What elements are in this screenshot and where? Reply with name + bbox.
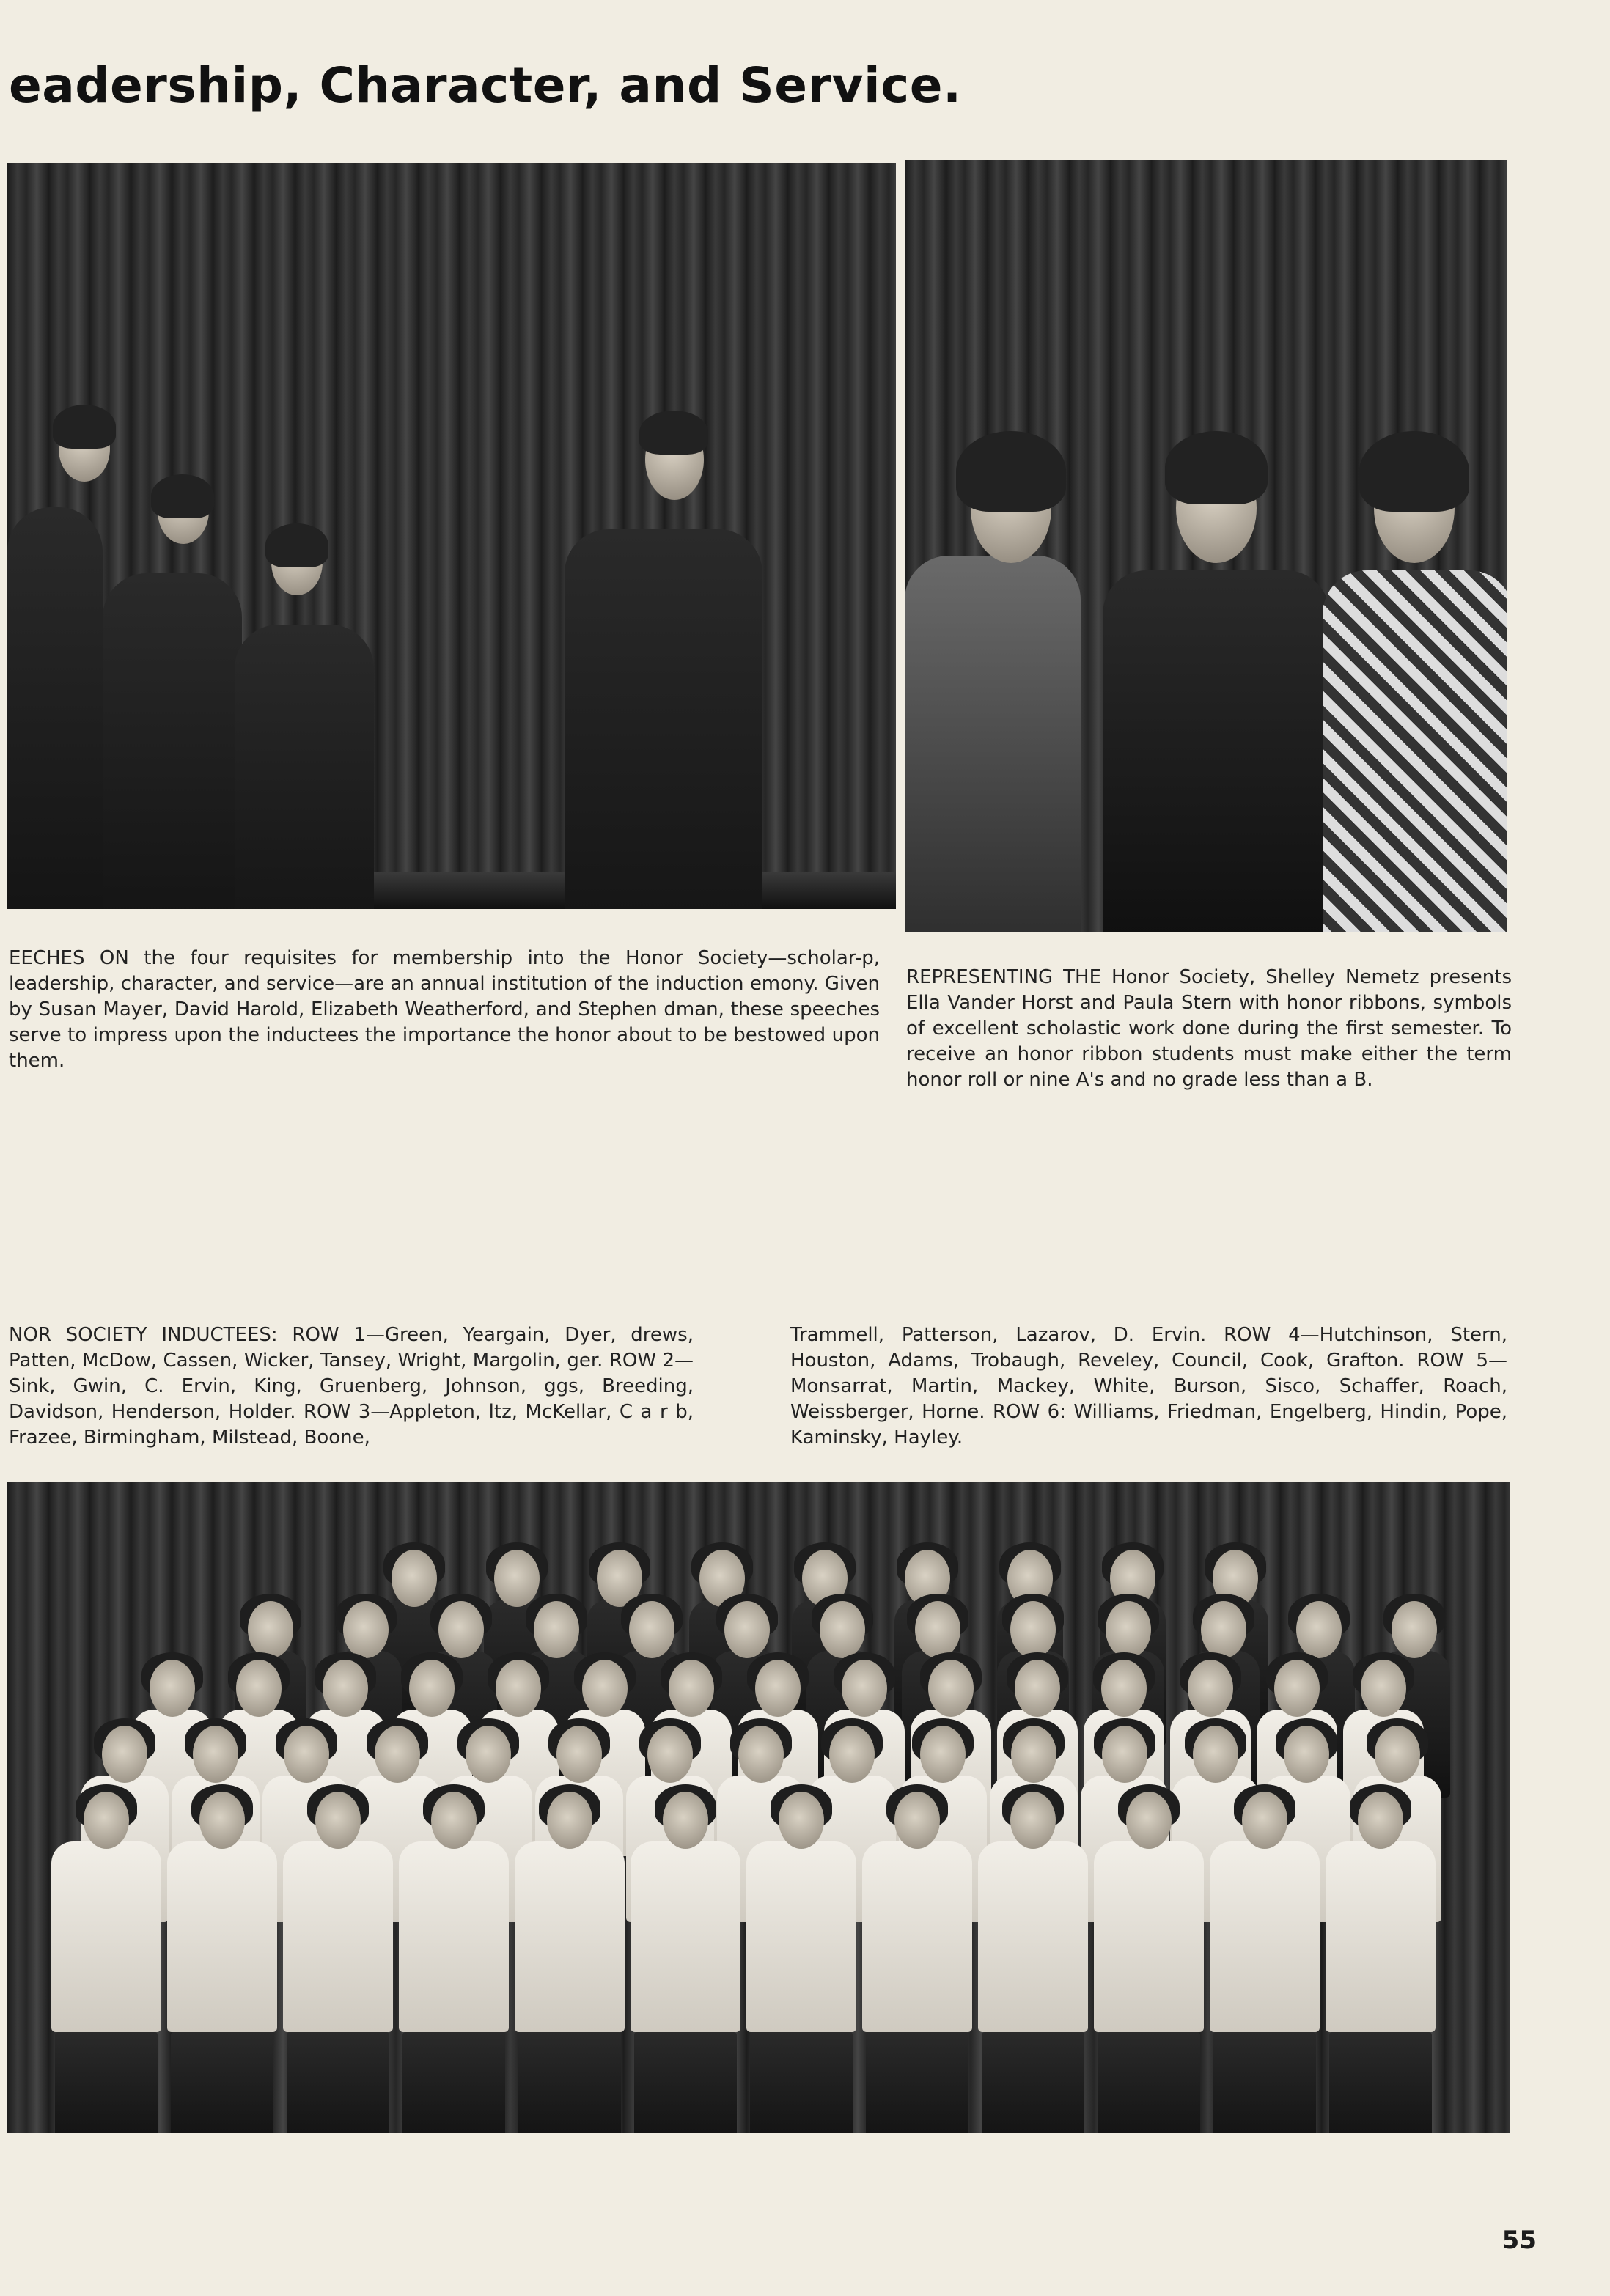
group-person — [290, 1790, 386, 2133]
group-person — [638, 1790, 733, 2133]
group-person — [406, 1790, 501, 2133]
group-person — [1333, 1790, 1428, 2133]
caption-honor-ribbons: REPRESENTING THE Honor Society, Shelley Nemetz presents Ella Vander Horst and Paula Stern with honor ribbons, symbols of excellent scholastic work done during the first semester. To receive an honor ribbon students must make either the term honor roll or nine A's and no grade less than a B. — [906, 966, 1512, 1091]
group-person — [985, 1790, 1081, 2133]
page-number: 55 — [1501, 2226, 1537, 2255]
group-person — [1217, 1790, 1312, 2133]
caption-inductees-right: Trammell, Patterson, Lazarov, D. Ervin. ROW 4—Hutchinson, Stern, Houston, Adams, Trobaugh, Reveley, Council, Cook, Grafton. ROW 5—Monsarrat, Martin, Mackey, White, Burson, Sisco, Schaffer, Roach, Weissberger, Horne. ROW 6: Williams, Friedman, Engelberg, Hindin, Pope, Kaminsky, Hayley. — [790, 1324, 1507, 1449]
photo-stage-speakers — [7, 163, 896, 909]
group-person — [174, 1790, 270, 2133]
group-person — [870, 1790, 965, 2133]
group-person — [754, 1790, 849, 2133]
group-person — [59, 1790, 154, 2133]
caption-inductees-left: NOR SOCIETY INDUCTEES: ROW 1—Green, Yeargain, Dyer, drews, Patten, McDow, Cassen, Wicker, Tansey, Wright, Margolin, ger. ROW 2—Sink, Gwin, C. Ervin, King, Gruenberg, Johnson, ggs, Breeding, Davidson, Henderson, Holder. ROW 3—Appleton, ltz, McKellar, C a r b, Frazee, Birmingham, Milstead, Boone, — [9, 1324, 694, 1449]
photo-honor-society-inductees — [7, 1482, 1510, 2133]
group-person — [1101, 1790, 1197, 2133]
group-person — [522, 1790, 617, 2133]
page-title: eadership, Character, and Service. — [9, 57, 962, 114]
caption-speeches: EECHES ON the four requisites for membership into the Honor Society—scholar-p, leadership, character, and service—are an annual institution of the induction emony. Given by Susan Mayer, David Harold, Elizabeth Weatherford, and Stephen dman, these speeches serve to impress upon the inductees the importance the honor about to be bestowed upon them. — [9, 947, 880, 1072]
photo-honor-ribbons — [905, 160, 1507, 932]
